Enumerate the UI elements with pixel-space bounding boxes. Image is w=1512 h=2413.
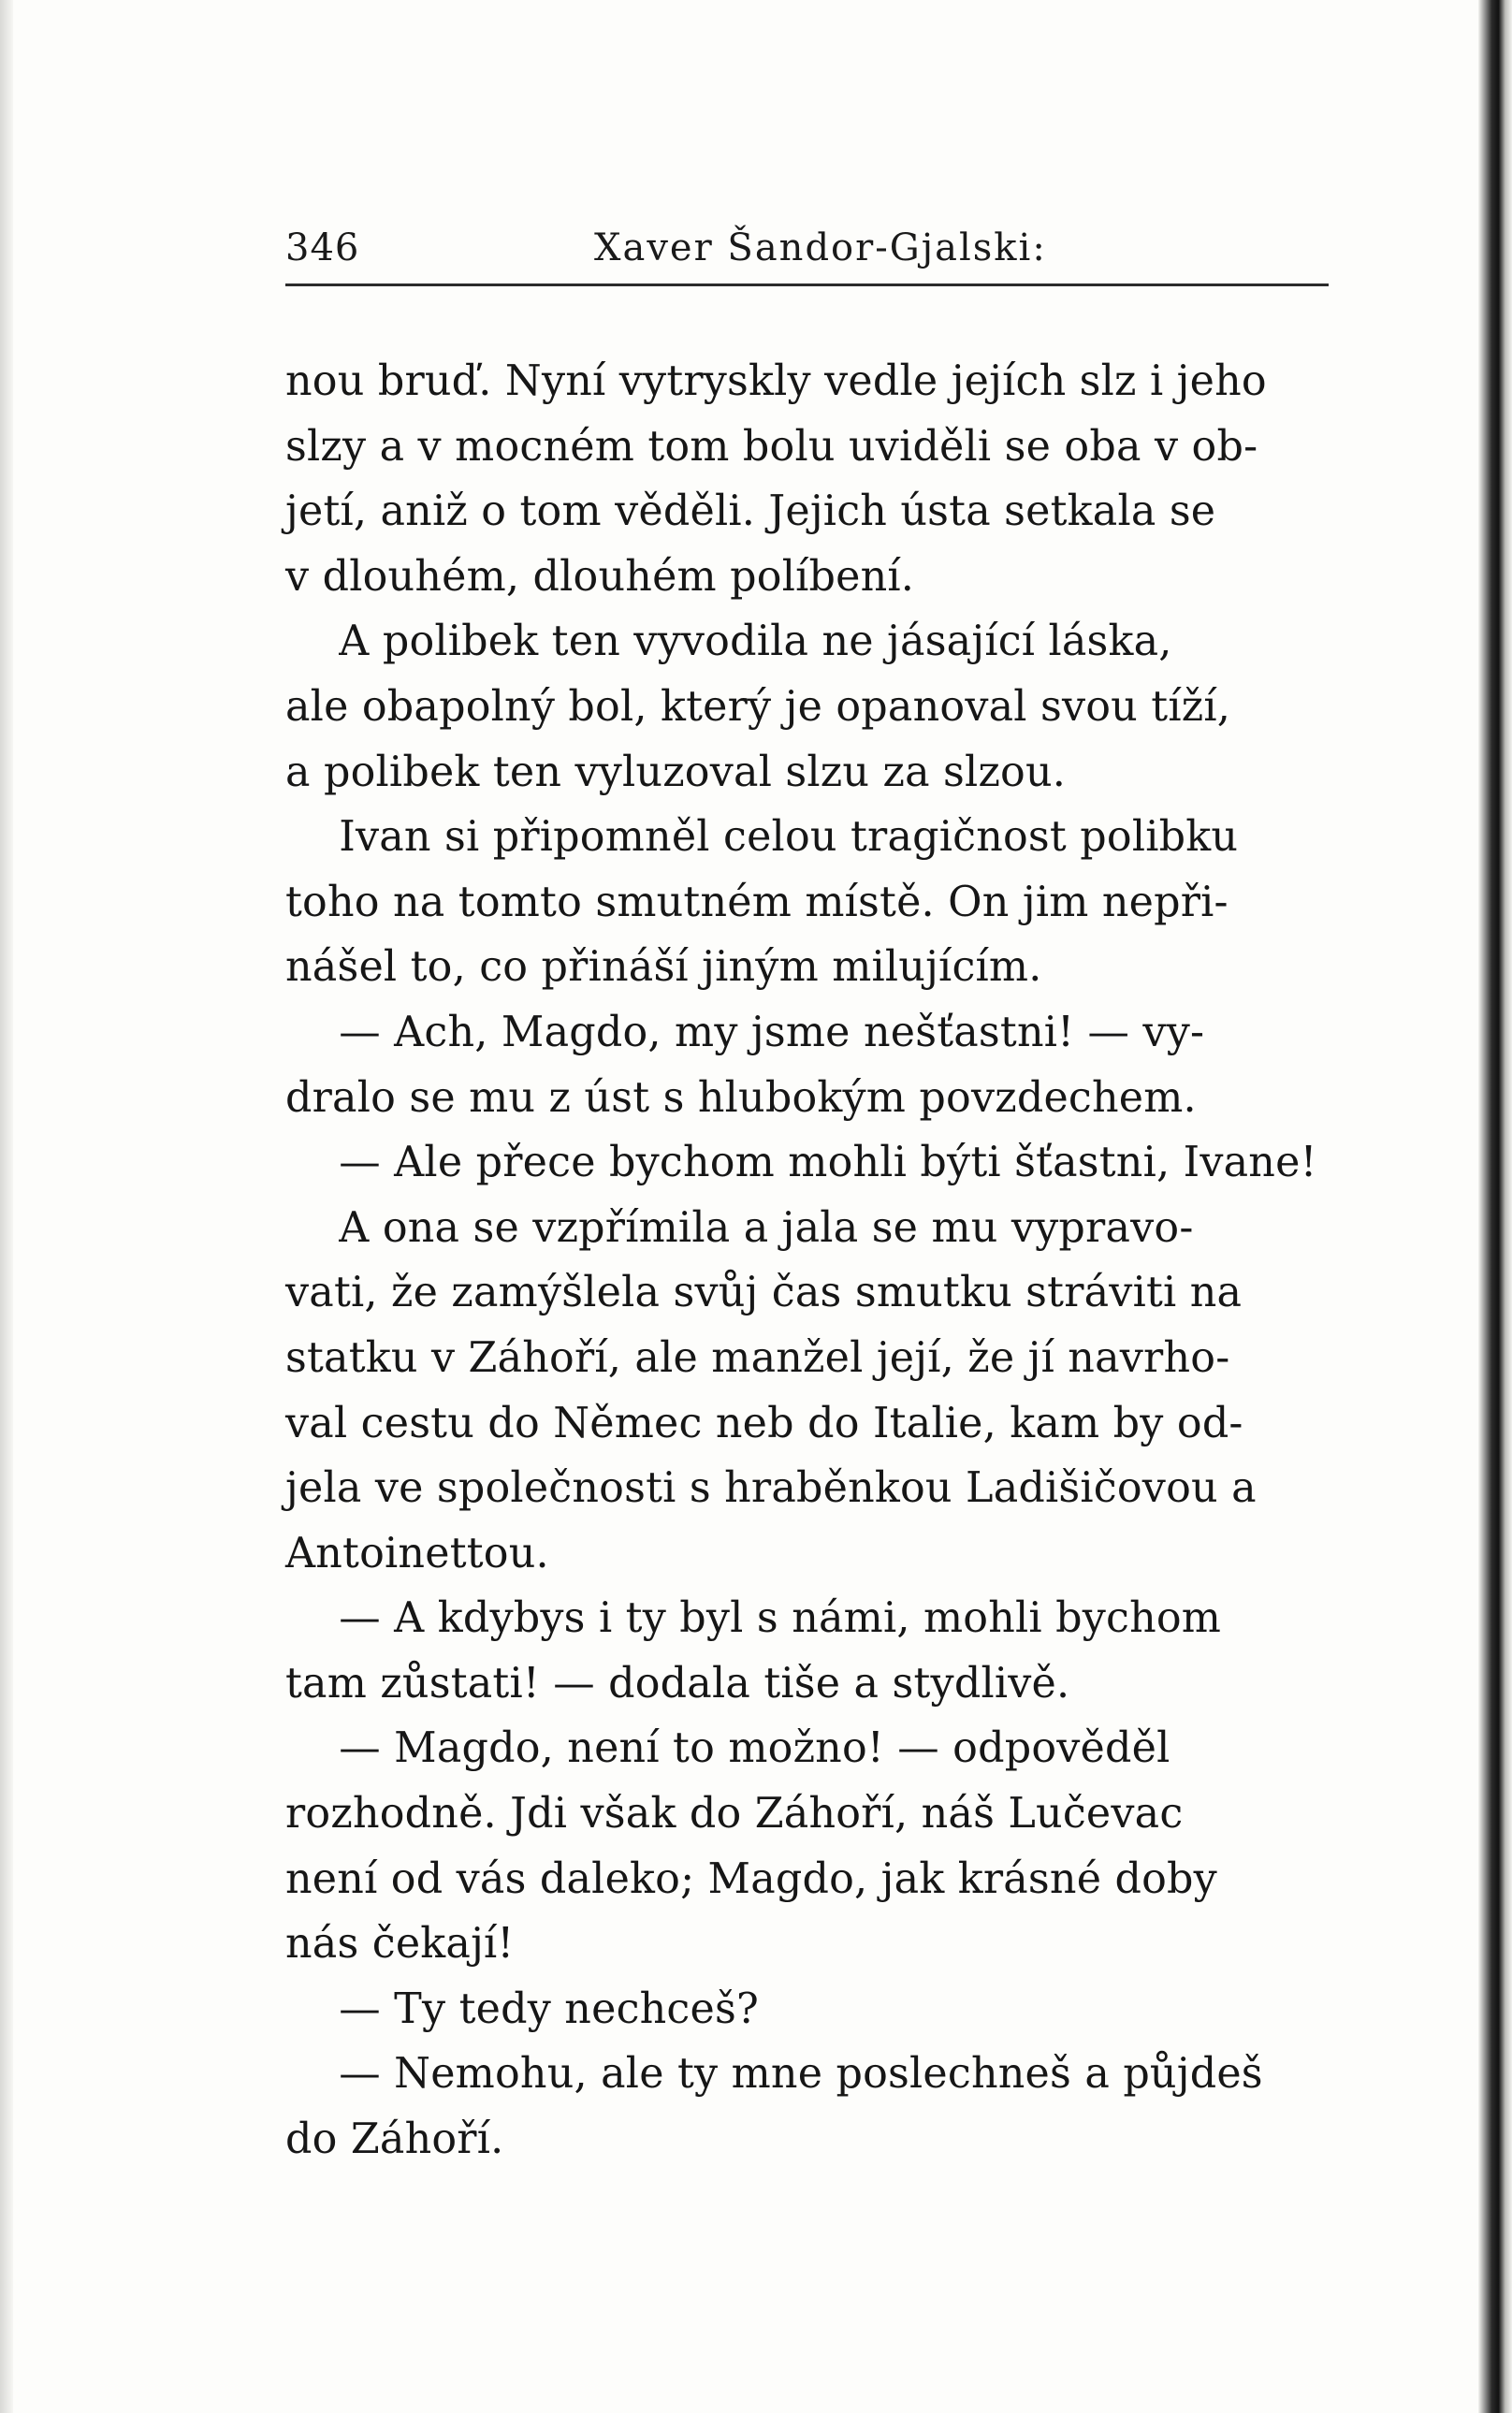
text-line: Antoinettou. bbox=[285, 1527, 549, 1577]
text-line: jela ve společnosti s hraběnkou Ladišičovou a bbox=[285, 1462, 1257, 1513]
text-line: — A kdybys i ty byl s námi, mohli bychom bbox=[285, 1592, 1222, 1643]
text-line: v dlouhém, dlouhém políbení. bbox=[285, 550, 915, 601]
text-line: dralo se mu z úst s hlubokým povzdechem. bbox=[285, 1071, 1197, 1122]
text-line: Ivan si připomněl celou tragičnost polibku bbox=[285, 811, 1239, 862]
text-line: A ona se vzpřímila a jala se mu vypravo- bbox=[285, 1201, 1194, 1252]
header-rule bbox=[285, 283, 1329, 286]
text-line: tam zůstati! — dodala tiše a stydlivě. bbox=[285, 1657, 1070, 1708]
text-line: slzy a v mocném tom bolu uviděli se oba v ob- bbox=[285, 420, 1258, 471]
text-line: nášel to, co přináší jiným milujícím. bbox=[285, 941, 1042, 992]
page-left-edge-shadow bbox=[0, 0, 13, 2413]
text-line: nás čekají! bbox=[285, 1918, 515, 1969]
text-line: do Záhoří. bbox=[285, 2114, 504, 2164]
text-line: — Ach, Magdo, my jsme nešťastni! — vy- bbox=[285, 1006, 1205, 1056]
text-line: nou bruď. Nyní vytryskly vedle jejích slz i jeho bbox=[285, 356, 1267, 405]
text-line: a polibek ten vyluzoval slzu za slzou. bbox=[285, 746, 1067, 796]
page-header bbox=[285, 213, 1329, 279]
text-line: statku v Záhoří, ale manžel její, že jí navrho- bbox=[285, 1331, 1230, 1382]
page-number: 346 bbox=[285, 226, 360, 269]
text-line: — Ale přece bychom mohli býti šťastni, Ivane! bbox=[285, 1137, 1317, 1187]
text-line: toho na tomto smutném místě. On jim nepři- bbox=[285, 876, 1228, 926]
text-line: A polibek ten vyvodila ne jásající láska, bbox=[285, 616, 1172, 666]
body-text bbox=[285, 348, 1343, 2172]
text-line: — Magdo, není to možno! — odpověděl bbox=[285, 1723, 1170, 1773]
text-line: ale obapolný bol, který je opanoval svou tíží, bbox=[285, 680, 1231, 731]
text-line: val cestu do Němec neb do Italie, kam by od- bbox=[285, 1397, 1243, 1447]
running-head-author: Xaver Šandor-Gjalski: bbox=[594, 226, 1047, 269]
text-line: vati, že zamýšlela svůj čas smutku stráviti na bbox=[285, 1267, 1243, 1317]
text-line: není od vás daleko; Magdo, jak krásné doby bbox=[285, 1853, 1217, 1903]
text-line: — Nemohu, ale ty mne poslechneš a půjdeš bbox=[285, 2048, 1263, 2099]
page-right-edge-binding bbox=[1478, 0, 1512, 2413]
text-line: jetí, aniž o tom věděli. Jejich ústa setkala se bbox=[285, 486, 1216, 536]
text-line: — Ty tedy nechceš? bbox=[285, 1983, 759, 2033]
text-line: rozhodně. Jdi však do Záhoří, náš Lučevac bbox=[285, 1788, 1184, 1839]
